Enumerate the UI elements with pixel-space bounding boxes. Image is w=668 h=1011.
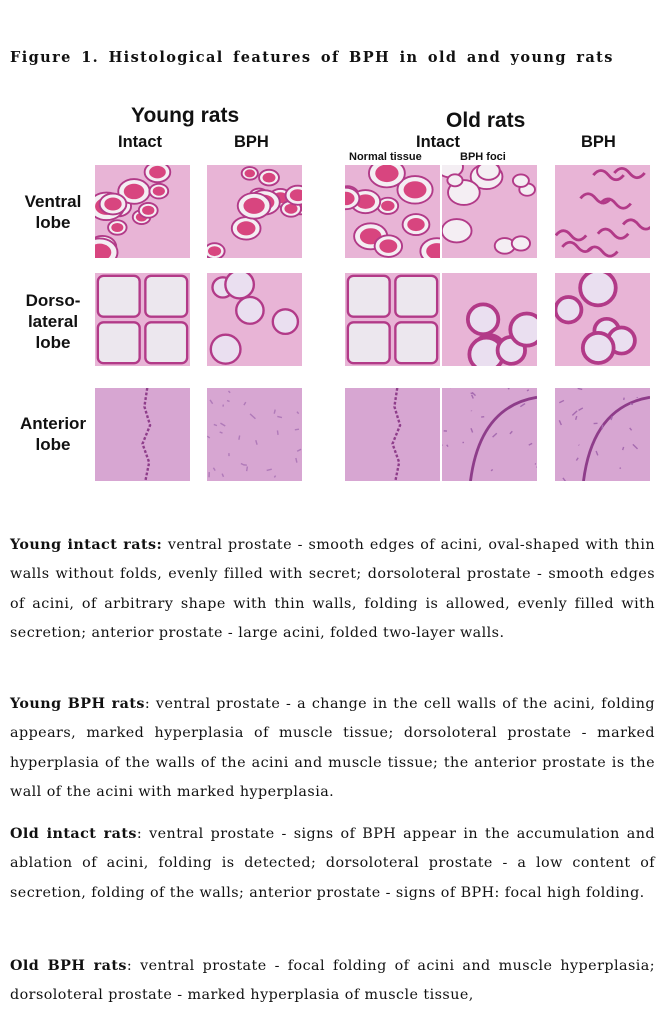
micrograph-dorsolateral-young-bph	[207, 273, 302, 366]
micrograph-anterior-young-bph	[207, 388, 302, 481]
micrograph-anterior-old-normal	[345, 388, 440, 481]
micrograph-ventral-old-bph-foci	[442, 165, 537, 258]
micrograph-dorsolateral-old-bph	[555, 273, 650, 366]
micrograph-dorsolateral-young-intact	[95, 273, 190, 366]
subcolumn-label-bph-foci: BPH foci	[460, 151, 506, 163]
subcolumn-label-normal-tissue: Normal tissue	[349, 151, 422, 163]
group-title-young: Young rats	[131, 104, 240, 127]
paragraph-lead: Young BPH rats	[10, 696, 145, 712]
micrograph-anterior-old-bph-foci	[442, 388, 537, 481]
micrograph-dorsolateral-old-normal	[345, 273, 440, 366]
micrograph-ventral-young-intact	[95, 165, 190, 258]
column-label-young-bph: BPH	[234, 133, 269, 151]
paragraph-lead: Young intact rats:	[10, 537, 163, 553]
column-label-old-bph: BPH	[581, 133, 616, 151]
micrograph-ventral-old-normal	[345, 165, 440, 258]
paragraph-old-bph: Old BPH rats: ventral prostate - focal folding of acini and muscle hyperplasia; dorsoloteral prostate - marked hyperplasia of muscle tissue,	[10, 958, 656, 1004]
micrograph-dorsolateral-old-bph-foci	[442, 273, 537, 366]
micrograph-anterior-young-intact	[95, 388, 190, 481]
micrograph-ventral-young-bph	[207, 165, 302, 258]
column-label-old-intact: Intact	[416, 133, 461, 151]
row-label-dorsolateral: Dorso- lateral lobe	[25, 291, 81, 352]
paragraph-young-intact: Young intact rats: ventral prostate - smooth edges of acini, oval-shaped with thin walls without folds, evenly filled with secret; dorsoloteral prostate - smooth edges of acini, of arbitrary shape with thin walls, folding is allowed, evenly filled with secretion; anterior prostate - large acini, folded two-layer walls.	[10, 537, 655, 641]
paragraph-old-intact: Old intact rats: ventral prostate - signs of BPH appear in the accumulation and ablation of acini, folding is detected; dorsoloteral prostate - a low content of secretion, folding of the walls; anterior prostate - signs of BPH: focal high folding.	[10, 826, 655, 901]
micrograph-anterior-old-bph	[555, 388, 650, 481]
paragraph-young-bph: Young BPH rats: ventral prostate - a change in the cell walls of the acini, folding appears, marked hyperplasia of muscle tissue; dorsoloteral prostate - marked hyperplasia of the walls of the acini and muscle tissue; the anterior prostate is the wall of the acini with marked hyperplasia.	[10, 696, 655, 800]
group-title-old: Old rats	[446, 109, 526, 132]
paragraph-lead: Old intact rats	[10, 826, 137, 842]
paragraph-lead: Old BPH rats	[10, 958, 127, 974]
figure-title: Figure 1. Histological features of BPH in old and young rats	[10, 49, 614, 66]
row-label-ventral: Ventral lobe	[24, 192, 82, 232]
micrograph-ventral-old-bph	[555, 165, 650, 258]
row-label-anterior: Anterior lobe	[19, 414, 87, 454]
column-label-young-intact: Intact	[118, 133, 163, 151]
